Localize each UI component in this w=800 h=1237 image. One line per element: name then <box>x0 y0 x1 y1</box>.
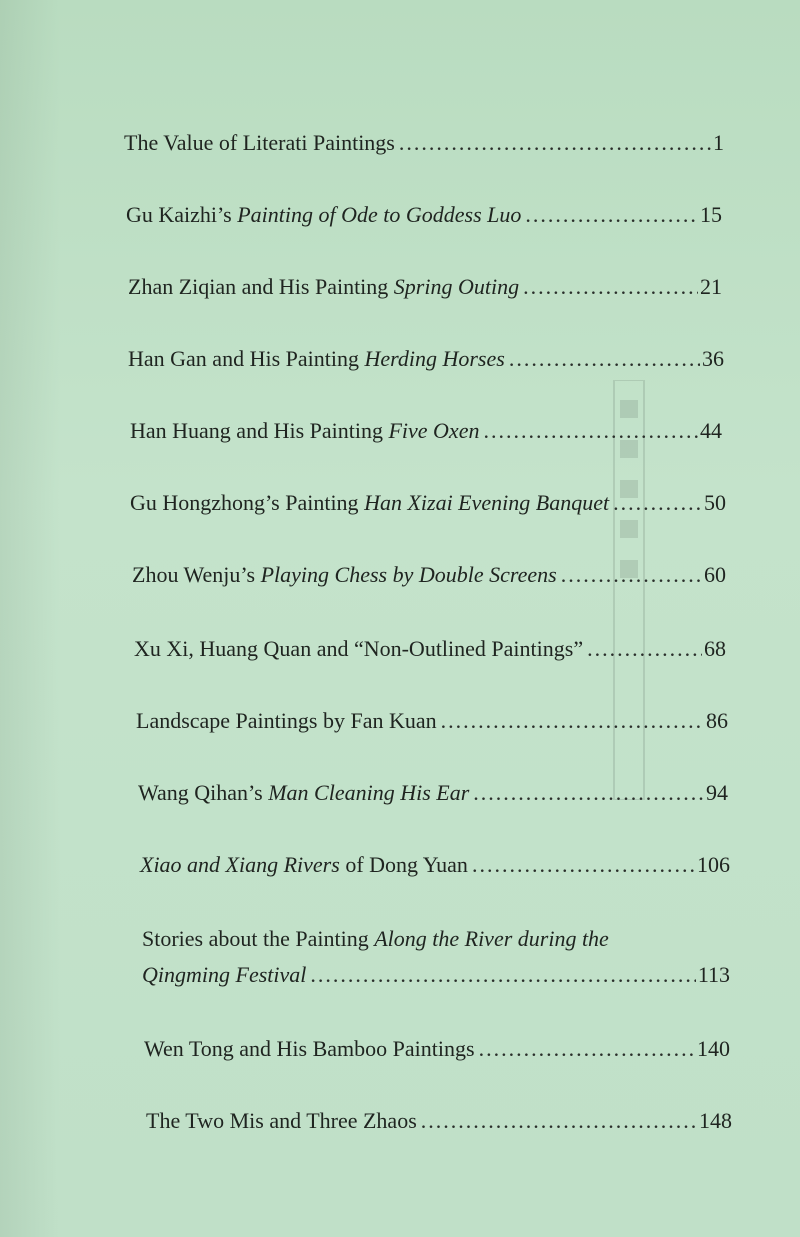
dot-leader <box>587 634 702 664</box>
dot-leader <box>421 1106 697 1136</box>
toc-page-number: 86 <box>706 708 728 733</box>
toc-page-number: 1 <box>713 130 724 155</box>
dot-leader <box>523 272 698 302</box>
toc-entry-title: Zhou Wenju’s Playing Chess by Double Screens <box>132 562 557 587</box>
toc-page-number: 140 <box>697 1036 730 1061</box>
toc-entry[interactable] <box>130 416 722 446</box>
toc-entry[interactable] <box>136 706 728 736</box>
toc-page-number: 36 <box>702 346 724 371</box>
toc-entry-title: Zhan Ziqian and His Painting Spring Outing <box>128 274 520 299</box>
toc-page-number: 15 <box>700 202 722 227</box>
toc-entry[interactable] <box>134 634 726 664</box>
toc-entry-title: Gu Kaizhi’s Painting of Ode to Goddess Luo <box>126 202 522 227</box>
toc-page-number: 60 <box>704 562 726 587</box>
toc-entry[interactable] <box>128 272 722 302</box>
toc-page-number: 106 <box>697 852 730 877</box>
toc-page-number: 148 <box>699 1108 732 1133</box>
toc-entry[interactable] <box>140 850 730 880</box>
dot-leader <box>399 128 711 158</box>
toc-entry[interactable] <box>130 488 726 518</box>
toc-entry-title: Wang Qihan’s Man Cleaning His Ear <box>138 780 470 805</box>
toc-page-number: 68 <box>704 636 726 661</box>
dot-leader <box>525 200 698 230</box>
dot-leader <box>613 488 702 518</box>
toc-entry[interactable] <box>126 200 722 230</box>
dot-leader <box>473 778 704 808</box>
toc-page-number: 44 <box>700 418 722 443</box>
dot-leader <box>561 560 702 590</box>
dot-leader <box>310 960 695 990</box>
toc-entry-title: Gu Hongzhong’s Painting Han Xizai Evening Banquet <box>130 490 610 515</box>
toc-entry[interactable] <box>132 560 726 590</box>
toc-entry-title-line2: Qingming Festival ..... 113 <box>142 960 730 990</box>
toc-page-number: 50 <box>704 490 726 515</box>
toc-entry[interactable] <box>124 128 724 158</box>
toc-entry-title: Xu Xi, Huang Quan and “Non-Outlined Paintings” <box>134 636 584 661</box>
toc-entry[interactable] <box>138 778 728 808</box>
dot-leader <box>483 416 698 446</box>
toc-entry-title: The Two Mis and Three Zhaos <box>146 1108 417 1133</box>
dot-leader <box>441 706 704 736</box>
toc-page-number: 113 <box>697 962 730 987</box>
toc-entry-title: Han Gan and His Painting Herding Horses <box>128 346 505 371</box>
toc-entry[interactable] <box>146 1106 732 1136</box>
dot-leader <box>479 1034 695 1064</box>
toc-entry[interactable] <box>128 344 724 374</box>
toc-entry[interactable] <box>144 1034 730 1064</box>
toc-page-number: 21 <box>700 274 722 299</box>
dot-leader <box>472 850 695 880</box>
dot-leader <box>509 344 700 374</box>
toc-entry[interactable] <box>142 924 730 990</box>
toc-entry-title: Landscape Paintings by Fan Kuan <box>136 708 437 733</box>
toc-entry-title-line1: Stories about the Painting Along the River during the <box>142 926 609 951</box>
toc-entry-title: Xiao and Xiang Rivers of Dong Yuan <box>140 852 468 877</box>
toc-page-number: 94 <box>706 780 728 805</box>
toc-entry-title: Han Huang and His Painting Five Oxen <box>130 418 480 443</box>
toc-entry-title: The Value of Literati Paintings <box>124 130 395 155</box>
toc-entry-title: Wen Tong and His Bamboo Paintings <box>144 1036 475 1061</box>
